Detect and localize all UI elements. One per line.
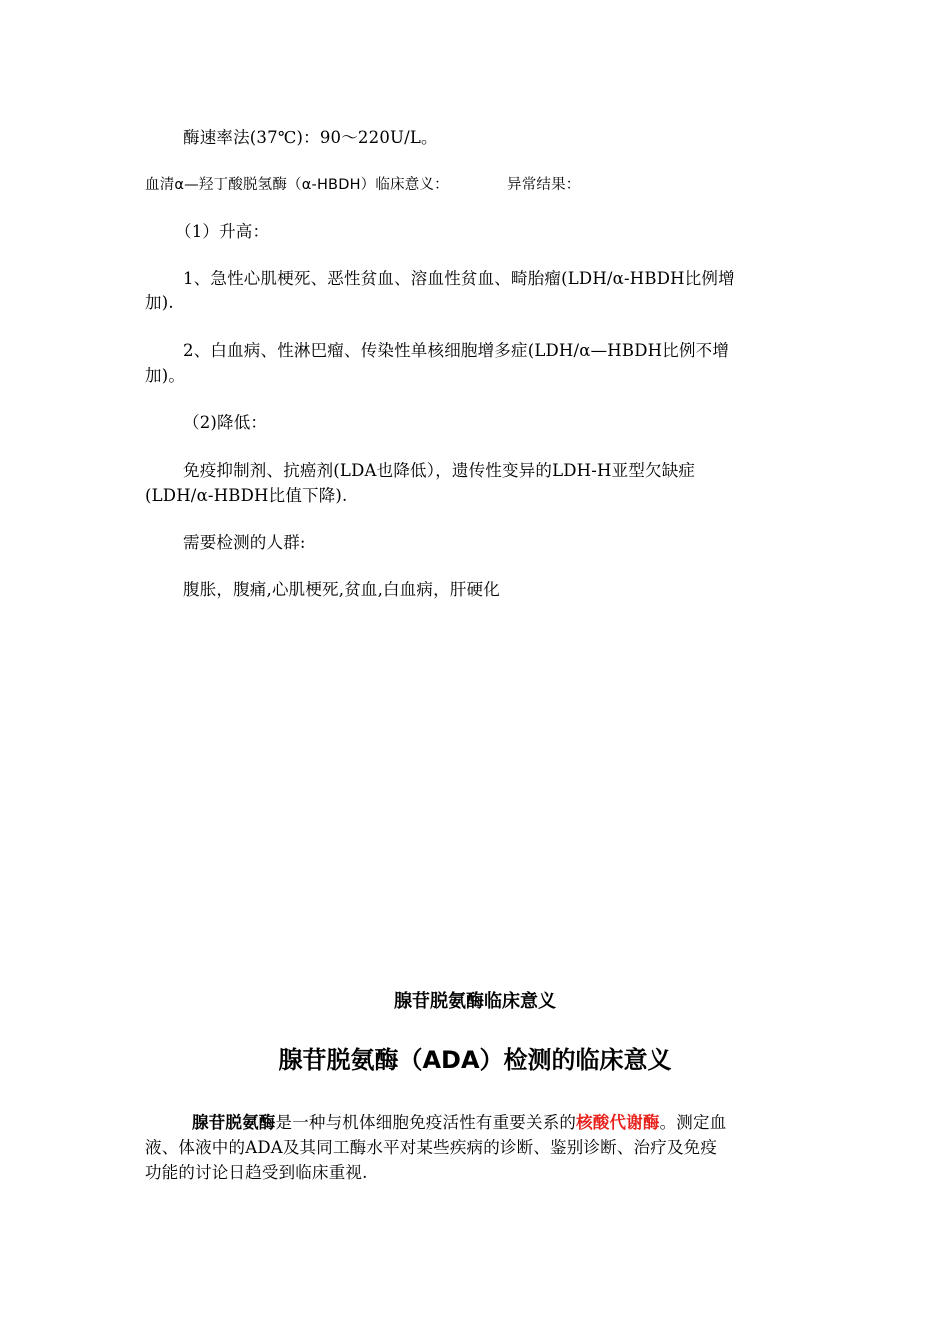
item2-line2: 加)。 xyxy=(145,366,186,385)
item2-line1: 2、白血病、性淋巴瘤、传染性单核细胞增多症(LDH/α—HBDH比例不增 xyxy=(183,341,730,360)
ada-paragraph-line3: 功能的讨论日趋受到临床重视. xyxy=(145,1163,368,1182)
ada-text-2: 。测定血 xyxy=(659,1113,727,1132)
item1-line1: 1、急性心肌梗死、恶性贫血、溶血性贫血、畸胎瘤(LDH/α-HBDH比例增 xyxy=(183,269,735,288)
rate-method-line: 酶速率法(37℃)：90～220U/L。 xyxy=(183,128,438,147)
ada-paragraph-line2: 液、体液中的ADA及其同工酶水平对某些疾病的诊断、鉴别诊断、治疗及免疫 xyxy=(145,1138,718,1157)
decrease-line1: 免疫抑制剂、抗癌剂(LDA也降低），遗传性变异的LDH-H亚型欠缺症 xyxy=(183,461,696,480)
decrease-heading: （2)降低： xyxy=(183,413,268,432)
ada-main-title: 腺苷脱氨酶（ADA）检测的临床意义 xyxy=(278,1046,672,1074)
ada-bold-term: 腺苷脱氨酶 xyxy=(192,1113,276,1132)
population-list: 腹胀，腹痛,心肌梗死,贫血,白血病，肝硬化 xyxy=(183,580,500,599)
ada-red-term: 核酸代谢酶 xyxy=(576,1113,660,1132)
ada-text-1: 是一种与机体细胞免疫活性有重要关系的 xyxy=(275,1113,577,1132)
increase-heading: （1）升高： xyxy=(175,222,270,241)
abnormal-results-label: 异常结果： xyxy=(507,177,581,193)
item1-line2: 加). xyxy=(145,293,174,312)
ada-paragraph-line1 xyxy=(192,1111,726,1135)
hbdh-heading-text: 血清α—羟丁酸脱氢酶（α-HBDH）临床意义： xyxy=(145,177,449,193)
decrease-line2: (LDH/α-HBDH比值下降). xyxy=(145,486,348,505)
population-heading: 需要检测的人群: xyxy=(183,533,306,552)
hbdh-heading xyxy=(145,173,449,197)
ada-section-title: 腺苷脱氨酶临床意义 xyxy=(394,991,556,1012)
